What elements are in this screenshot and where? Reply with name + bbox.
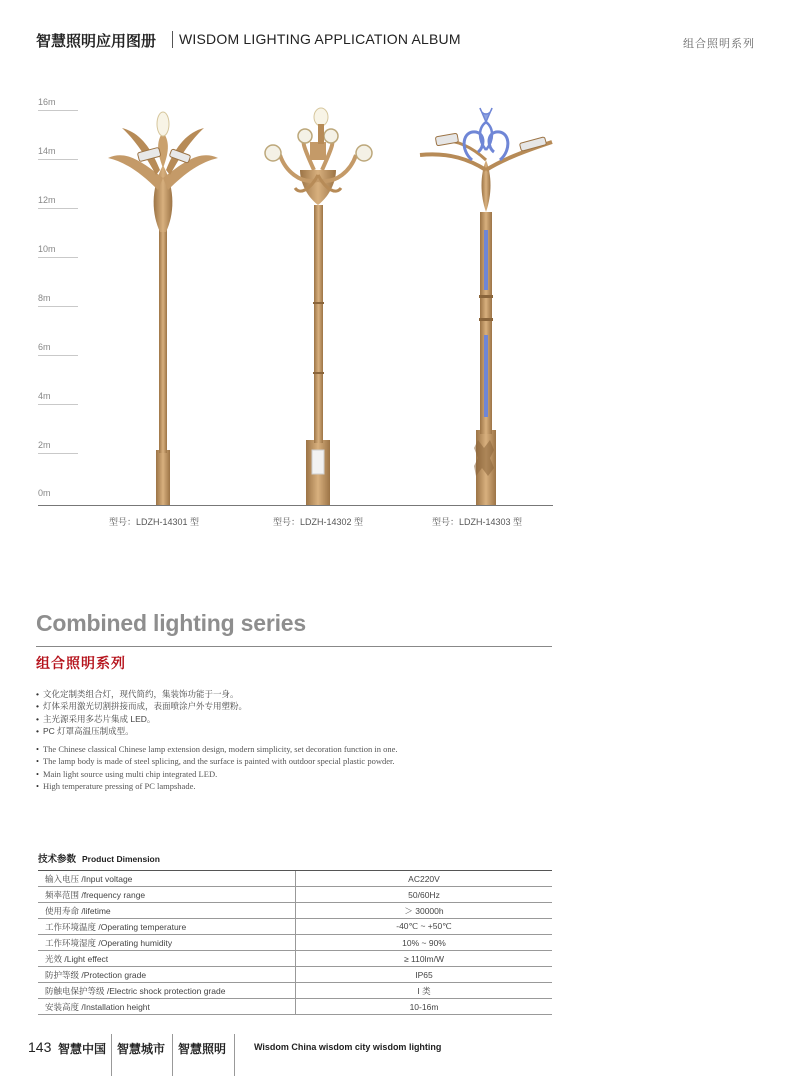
spec-heading-en: Product Dimension [82, 854, 160, 864]
header-title-en: WISDOM LIGHTING APPLICATION ALBUM [179, 31, 461, 47]
feature-item: • 主光源采用多芯片集成 LED。 [36, 713, 247, 725]
scale-label: 6m [38, 342, 51, 352]
header-section-label: 组合照明系列 [683, 38, 755, 50]
scale-label: 4m [38, 391, 51, 401]
pole-ldzh-14303-image [420, 108, 552, 505]
spec-value: AC220V [296, 871, 553, 887]
model-label: 型号：LDZH-14303 型 [432, 517, 523, 527]
footer-tag: 智慧城市 [117, 1042, 166, 1056]
feature-item: • High temperature pressing of PC lampshade. [36, 780, 397, 792]
header-divider [172, 31, 173, 48]
feature-item: • The lamp body is made of steel splicing, and the surface is painted with outdoor special plastic powder. [36, 755, 397, 767]
product-title-en: Combined lighting series [36, 610, 306, 636]
footer-divider [111, 1034, 112, 1076]
spec-name: 安装高度 /Installation height [38, 999, 296, 1015]
scale-label: 16m [38, 97, 56, 107]
table-row [38, 871, 552, 887]
scale-label: 0m [38, 488, 51, 498]
spec-name: 使用寿命 /lifetime [38, 903, 296, 919]
scale-label: 8m [38, 293, 51, 303]
feature-item: • Main light source using multi chip integrated LED. [36, 768, 397, 780]
table-row [38, 951, 552, 967]
feature-item: • PC 灯罩高温压制成型。 [36, 725, 247, 737]
model-label: 型号：LDZH-14301 型 [109, 517, 200, 527]
footer-tag: 智慧中国 [58, 1042, 107, 1056]
scale-label: 14m [38, 146, 56, 156]
footer-tag: 智慧照明 [178, 1042, 227, 1056]
pole-illustrations [0, 95, 793, 510]
pole-ldzh-14301-image [108, 112, 218, 505]
spec-value: I 类 [296, 983, 553, 999]
spec-value: -40℃ ~ +50℃ [296, 919, 553, 935]
table-row [38, 919, 552, 935]
spec-name: 防护等级 /Protection grade [38, 967, 296, 983]
footer-divider [172, 1034, 173, 1076]
spec-heading-cn: 技术参数 [38, 854, 77, 865]
page-number: 143 [28, 1039, 52, 1055]
spec-value: ＞ 30000h [296, 903, 553, 919]
feature-item: • 灯体采用激光切割拼接而成，表面喷涂户外专用塑粉。 [36, 700, 247, 712]
footer-divider [234, 1034, 235, 1076]
spec-name: 光效 /Light effect [38, 951, 296, 967]
scale-label: 12m [38, 195, 56, 205]
spec-table [38, 870, 552, 1015]
spec-value: 10-16m [296, 999, 553, 1015]
spec-name: 工作环境湿度 /Operating humidity [38, 935, 296, 951]
spec-name: 工作环境温度 /Operating temperature [38, 919, 296, 935]
product-title-cn: 组合照明系列 [36, 655, 126, 671]
feature-item: • The Chinese classical Chinese lamp extension design, modern simplicity, set decoration function in one. [36, 743, 397, 755]
scale-label: 10m [38, 244, 56, 254]
pole-ldzh-14302-image [265, 108, 372, 505]
scale-label: 2m [38, 440, 51, 450]
model-label: 型号：LDZH-14302 型 [273, 517, 364, 527]
spec-name: 输入电压 /Input voltage [38, 871, 296, 887]
footer-tagline: Wisdom China wisdom city wisdom lighting [254, 1042, 442, 1052]
features-list-en [36, 743, 397, 793]
table-row [38, 983, 552, 999]
table-row [38, 887, 552, 903]
spec-value: 10% ~ 90% [296, 935, 553, 951]
spec-value: IP65 [296, 967, 553, 983]
features-list-cn [36, 688, 247, 737]
spec-heading [38, 851, 160, 865]
table-row [38, 999, 552, 1015]
spec-value: 50/60Hz [296, 887, 553, 903]
table-row [38, 967, 552, 983]
table-row [38, 903, 552, 919]
table-row [38, 935, 552, 951]
feature-item: • 文化定制类组合灯，现代简约，集装饰功能于一身。 [36, 688, 247, 700]
header-title-cn: 智慧照明应用图册 [36, 33, 157, 50]
ground-line [38, 505, 553, 506]
spec-name: 防触电保护等级 /Electric shock protection grade [38, 983, 296, 999]
spec-name: 频率范围 /frequency range [38, 887, 296, 903]
spec-value: ≥ 110lm/W [296, 951, 553, 967]
title-divider [36, 646, 552, 647]
